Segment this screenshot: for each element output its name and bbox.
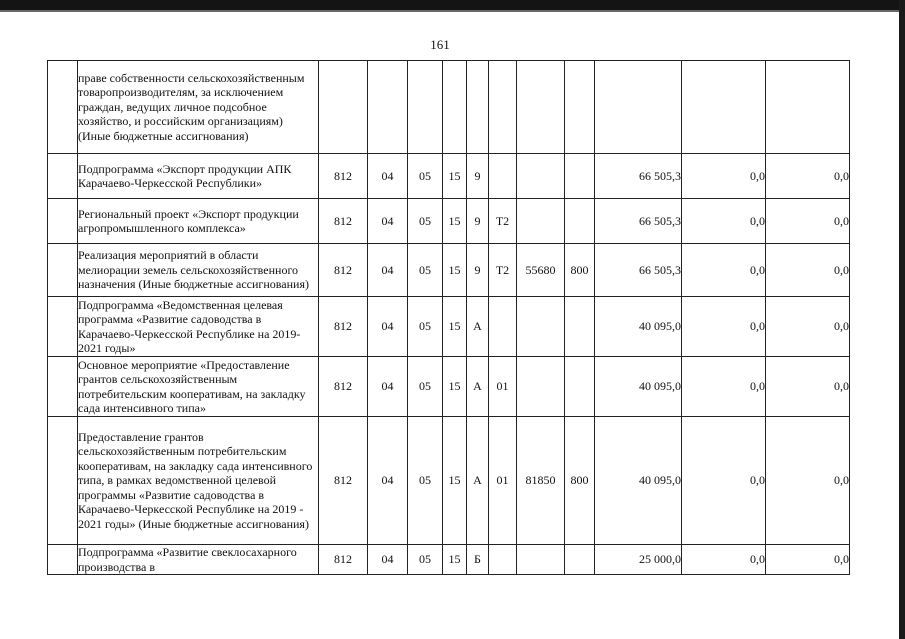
row-index-cell (48, 297, 78, 357)
amount-year-3: 0,0 (766, 417, 850, 545)
table-row (48, 357, 850, 417)
subsection-code: 05 (408, 297, 443, 357)
row-index-cell (48, 244, 78, 297)
amount-year-1: 40 095,0 (595, 417, 682, 545)
section-code: 04 (368, 357, 408, 417)
ministry-code: 812 (319, 545, 368, 575)
program-code: 15 (443, 417, 467, 545)
row-description: Подпрограмма «Экспорт продукции АПК Карачаево-Черкесской Республики» (78, 154, 319, 199)
expense-type-code (565, 357, 595, 417)
amount-year-3 (766, 61, 850, 154)
table-row (48, 417, 850, 545)
row-index-cell (48, 61, 78, 154)
program-code: 15 (443, 244, 467, 297)
row-index-cell (48, 199, 78, 244)
subsection-code: 05 (408, 154, 443, 199)
program-code: 15 (443, 545, 467, 575)
direction-code (517, 199, 565, 244)
scan-top-border (0, 0, 905, 10)
subprogram-code: А (467, 357, 489, 417)
row-index-cell (48, 545, 78, 575)
section-code: 04 (368, 154, 408, 199)
row-description: Предоставление грантов сельскохозяйственным потребительским кооперативам, на закладку сада интенсивного типа, в рамках ведомственной целевой программы «Развитие садоводства в Карачаево-Черкесской Республике на 2019 - 2021 годы» (Иные бюджетные ассигнования) (78, 417, 319, 545)
budget-table (47, 60, 850, 575)
amount-year-3: 0,0 (766, 244, 850, 297)
expense-type-code (565, 61, 595, 154)
row-description: Подпрограмма «Ведомственная целевая программа «Развитие садоводства в Карачаево-Черкесской Республике на 2019-2021 годы» (78, 297, 319, 357)
section-code: 04 (368, 199, 408, 244)
amount-year-2: 0,0 (682, 199, 766, 244)
table-row (48, 61, 850, 154)
amount-year-1: 25 000,0 (595, 545, 682, 575)
expense-type-code: 800 (565, 244, 595, 297)
ministry-code: 812 (319, 417, 368, 545)
direction-code (517, 357, 565, 417)
direction-code: 55680 (517, 244, 565, 297)
amount-year-3: 0,0 (766, 199, 850, 244)
event-code: T2 (489, 199, 517, 244)
scan-top-edge (0, 10, 905, 12)
event-code (489, 154, 517, 199)
section-code: 04 (368, 417, 408, 545)
subprogram-code: 9 (467, 244, 489, 297)
event-code (489, 545, 517, 575)
amount-year-2: 0,0 (682, 417, 766, 545)
amount-year-2: 0,0 (682, 244, 766, 297)
amount-year-3: 0,0 (766, 545, 850, 575)
subprogram-code: Б (467, 545, 489, 575)
amount-year-3: 0,0 (766, 357, 850, 417)
direction-code (517, 61, 565, 154)
table-row (48, 154, 850, 199)
amount-year-2 (682, 61, 766, 154)
amount-year-1: 66 505,3 (595, 154, 682, 199)
section-code: 04 (368, 545, 408, 575)
section-code: 04 (368, 244, 408, 297)
expense-type-code (565, 154, 595, 199)
program-code: 15 (443, 297, 467, 357)
table-body (48, 61, 850, 575)
subsection-code: 05 (408, 417, 443, 545)
program-code: 15 (443, 199, 467, 244)
subsection-code (408, 61, 443, 154)
direction-code (517, 545, 565, 575)
ministry-code: 812 (319, 199, 368, 244)
amount-year-2: 0,0 (682, 154, 766, 199)
subprogram-code: А (467, 417, 489, 545)
row-description: Реализация мероприятий в области мелиорации земель сельскохозяйственного назначения (Иные бюджетные ассигнования) (78, 244, 319, 297)
table-row (48, 199, 850, 244)
table-row (48, 545, 850, 575)
subsection-code: 05 (408, 357, 443, 417)
expense-type-code: 800 (565, 417, 595, 545)
ministry-code: 812 (319, 357, 368, 417)
subsection-code: 05 (408, 244, 443, 297)
amount-year-3: 0,0 (766, 154, 850, 199)
subprogram-code (467, 61, 489, 154)
row-description: Подпрограмма «Развитие свеклосахарного производства в (78, 545, 319, 575)
direction-code (517, 297, 565, 357)
ministry-code: 812 (319, 154, 368, 199)
event-code: T2 (489, 244, 517, 297)
amount-year-1: 40 095,0 (595, 357, 682, 417)
ministry-code: 812 (319, 297, 368, 357)
ministry-code (319, 61, 368, 154)
row-index-cell (48, 417, 78, 545)
program-code: 15 (443, 154, 467, 199)
event-code: 01 (489, 357, 517, 417)
section-code (368, 61, 408, 154)
event-code (489, 61, 517, 154)
amount-year-1 (595, 61, 682, 154)
program-code (443, 61, 467, 154)
row-description: Основное мероприятие «Предоставление грантов сельскохозяйственным потребительским кооперативам, на закладку сада интенсивного типа» (78, 357, 319, 417)
row-index-cell (48, 154, 78, 199)
section-code: 04 (368, 297, 408, 357)
amount-year-3: 0,0 (766, 297, 850, 357)
expense-type-code (565, 199, 595, 244)
subprogram-code: 9 (467, 154, 489, 199)
scan-right-border (899, 0, 905, 639)
event-code (489, 297, 517, 357)
amount-year-2: 0,0 (682, 297, 766, 357)
row-index-cell (48, 357, 78, 417)
subsection-code: 05 (408, 545, 443, 575)
program-code: 15 (443, 357, 467, 417)
expense-type-code (565, 545, 595, 575)
subsection-code: 05 (408, 199, 443, 244)
direction-code (517, 154, 565, 199)
amount-year-2: 0,0 (682, 545, 766, 575)
row-description: Региональный проект «Экспорт продукции агропромышленного комплекса» (78, 199, 319, 244)
event-code: 01 (489, 417, 517, 545)
subprogram-code: А (467, 297, 489, 357)
ministry-code: 812 (319, 244, 368, 297)
expense-type-code (565, 297, 595, 357)
page-number: 161 (430, 37, 450, 52)
table-row (48, 244, 850, 297)
amount-year-1: 40 095,0 (595, 297, 682, 357)
amount-year-1: 66 505,3 (595, 244, 682, 297)
amount-year-2: 0,0 (682, 357, 766, 417)
table-row (48, 297, 850, 357)
direction-code: 81850 (517, 417, 565, 545)
row-description: праве собственности сельскохозяйственным товаропроизводителям, за исключением граждан, ведущих личное подсобное хозяйство, и российским организациям) (Иные бюджетные ассигнования) (78, 61, 319, 154)
amount-year-1: 66 505,3 (595, 199, 682, 244)
subprogram-code: 9 (467, 199, 489, 244)
